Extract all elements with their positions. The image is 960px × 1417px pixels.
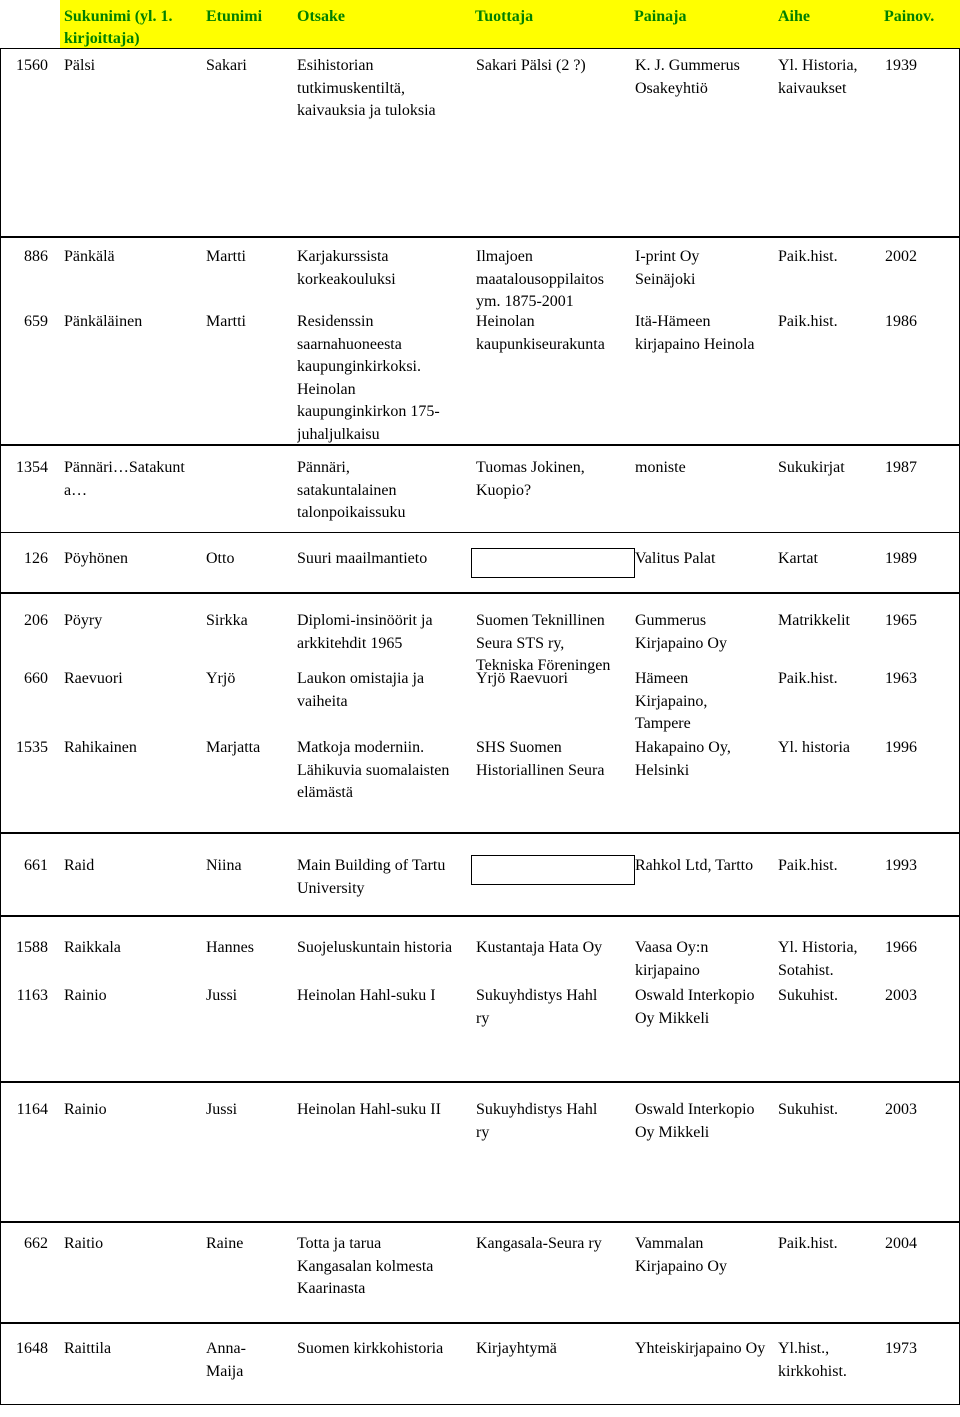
cell-title: Suomen kirkkohistoria bbox=[297, 1340, 444, 1357]
cell-producer: SHS Suomen Historiallinen Seura bbox=[476, 739, 605, 779]
cell-title: Pännäri, satakuntalainen talonpoikaissuku bbox=[297, 459, 406, 521]
cell-title: Totta ja tarua Kangasalan kolmesta Kaarinasta bbox=[297, 1235, 434, 1297]
cell-printer: Oswald Interkopio Oy Mikkeli bbox=[635, 987, 755, 1027]
cell-subject: Yl. Historia, kaivaukset bbox=[778, 57, 858, 97]
cell-year: 1966 bbox=[885, 939, 917, 956]
cell-printer: Oswald Interkopio Oy Mikkeli bbox=[635, 1101, 755, 1141]
cell-title: Suuri maailmantieto bbox=[297, 550, 428, 567]
empty-cell-marker bbox=[471, 548, 635, 578]
cell-printer: moniste bbox=[635, 459, 686, 476]
cell-producer: Tuomas Jokinen, Kuopio? bbox=[476, 459, 585, 499]
cell-subject: Sukuhist. bbox=[778, 1101, 839, 1118]
cell-firstname: Martti bbox=[206, 313, 246, 330]
cell-firstname: Otto bbox=[206, 550, 235, 567]
cell-producer: Sakari Pälsi (2 ?) bbox=[476, 57, 586, 74]
cell-surname: Pänkäläinen bbox=[64, 313, 143, 330]
cell-subject: Sukukirjat bbox=[778, 459, 845, 476]
cell-subject: Paik.hist. bbox=[778, 670, 838, 687]
cell-num: 661 bbox=[24, 857, 48, 874]
cell-printer: Hakapaino Oy, Helsinki bbox=[635, 739, 731, 779]
cell-num: 206 bbox=[24, 612, 48, 629]
cell-subject: Yl. Historia, Sotahist. bbox=[778, 939, 858, 979]
cell-subject: Kartat bbox=[778, 550, 818, 567]
cell-subject: Yl.hist., kirkkohist. bbox=[778, 1340, 847, 1380]
cell-title: Suojeluskuntain historia bbox=[297, 939, 453, 956]
cell-surname: Rahikainen bbox=[64, 739, 137, 756]
cell-printer: Yhteiskirjapaino Oy bbox=[635, 1340, 766, 1357]
cell-subject: Paik.hist. bbox=[778, 313, 838, 330]
cell-num: 662 bbox=[24, 1235, 48, 1252]
cell-surname: Pälsi bbox=[64, 57, 96, 74]
cell-producer: Ilmajoen maatalousoppilaitos ym. 1875-2001 bbox=[476, 248, 604, 310]
cell-subject: Yl. historia bbox=[778, 739, 850, 756]
cell-num: 1164 bbox=[16, 1101, 48, 1118]
col-header-title: Otsake bbox=[297, 8, 345, 25]
cell-title: Main Building of Tartu University bbox=[297, 857, 446, 897]
cell-firstname: Jussi bbox=[206, 987, 238, 1004]
cell-firstname: Marjatta bbox=[206, 739, 261, 756]
cell-subject: Paik.hist. bbox=[778, 248, 838, 265]
cell-num: 1588 bbox=[16, 939, 48, 956]
cell-num: 659 bbox=[24, 313, 48, 330]
cell-num: 886 bbox=[24, 248, 48, 265]
cell-year: 2003 bbox=[885, 1101, 917, 1118]
cell-subject: Paik.hist. bbox=[778, 857, 838, 874]
cell-num: 1354 bbox=[16, 459, 48, 476]
cell-year: 1963 bbox=[885, 670, 917, 687]
col-header-producer: Tuottaja bbox=[475, 8, 534, 25]
cell-surname: Raevuori bbox=[64, 670, 123, 687]
cell-year: 1996 bbox=[885, 739, 917, 756]
cell-year: 1987 bbox=[885, 459, 917, 476]
cell-year: 1986 bbox=[885, 313, 917, 330]
col-header-surname: Sukunimi (yl. 1. kirjoittaja) bbox=[64, 8, 173, 47]
cell-producer: Kustantaja Hata Oy bbox=[476, 939, 603, 956]
cell-title: Residenssin saarnahuoneesta kaupunginkirkoksi. Heinolan kaupunginkirkon 175- juhaljulkaisu bbox=[297, 313, 440, 443]
col-header-firstname: Etunimi bbox=[206, 8, 263, 25]
cell-surname: Pöyry bbox=[64, 612, 103, 629]
cell-surname: Raikkala bbox=[64, 939, 121, 956]
cell-printer: Itä-Hämeen kirjapaino Heinola bbox=[635, 313, 755, 353]
cell-printer: Vaasa Oy:n kirjapaino bbox=[635, 939, 709, 979]
cell-title: Esihistorian tutkimuskentiltä, kaivauksia ja tuloksia bbox=[297, 57, 436, 119]
cell-subject: Matrikkelit bbox=[778, 612, 850, 629]
cell-year: 1989 bbox=[885, 550, 917, 567]
cell-year: 1965 bbox=[885, 612, 917, 629]
cell-surname: Raitio bbox=[64, 1235, 104, 1252]
cell-producer: Kangasala-Seura ry bbox=[476, 1235, 602, 1252]
cell-num: 1163 bbox=[16, 987, 48, 1004]
cell-producer: Sukuyhdistys Hahl ry bbox=[476, 987, 598, 1027]
cell-producer: Yrjö Raevuori bbox=[476, 670, 568, 687]
col-header-printer: Painaja bbox=[634, 8, 687, 25]
cell-num: 1535 bbox=[16, 739, 48, 756]
cell-producer: Sukuyhdistys Hahl ry bbox=[476, 1101, 598, 1141]
cell-subject: Sukuhist. bbox=[778, 987, 839, 1004]
cell-firstname: Sirkka bbox=[206, 612, 248, 629]
cell-title: Matkoja moderniin. Lähikuvia suomalaisten elämästä bbox=[297, 739, 450, 801]
cell-printer: K. J. Gummerus Osakeyhtiö bbox=[635, 57, 740, 97]
col-header-year: Painov. bbox=[884, 8, 935, 25]
cell-subject: Paik.hist. bbox=[778, 1235, 838, 1252]
cell-title: Karjakurssista korkeakouluksi bbox=[297, 248, 396, 288]
cell-title: Laukon omistajia ja vaiheita bbox=[297, 670, 425, 710]
cell-firstname: Hannes bbox=[206, 939, 254, 956]
cell-firstname: Martti bbox=[206, 248, 246, 265]
cell-printer: Hämeen Kirjapaino, Tampere bbox=[635, 670, 708, 732]
cell-surname: Pänkälä bbox=[64, 248, 115, 265]
cell-title: Diplomi-insinöörit ja arkkitehdit 1965 bbox=[297, 612, 433, 652]
cell-surname: Pännäri…Satakunt a… bbox=[64, 459, 185, 499]
cell-year: 2003 bbox=[885, 987, 917, 1004]
cell-producer: Kirjayhtymä bbox=[476, 1340, 557, 1357]
cell-surname: Raittila bbox=[64, 1340, 112, 1357]
cell-printer: Rahkol Ltd, Tartto bbox=[635, 857, 754, 874]
cell-num: 126 bbox=[24, 550, 48, 567]
header-row bbox=[60, 0, 960, 48]
cell-firstname: Raine bbox=[206, 1235, 244, 1252]
cell-firstname: Niina bbox=[206, 857, 242, 874]
cell-firstname: Anna- Maija bbox=[206, 1340, 246, 1380]
cell-title: Heinolan Hahl-suku I bbox=[297, 987, 436, 1004]
cell-surname: Raid bbox=[64, 857, 95, 874]
cell-year: 1993 bbox=[885, 857, 917, 874]
cell-num: 660 bbox=[24, 670, 48, 687]
empty-cell-marker bbox=[471, 855, 635, 885]
col-header-subject: Aihe bbox=[778, 8, 810, 25]
cell-firstname: Sakari bbox=[206, 57, 247, 74]
cell-year: 1973 bbox=[885, 1340, 917, 1357]
cell-surname: Rainio bbox=[64, 987, 107, 1004]
cell-producer: Heinolan kaupunkiseurakunta bbox=[476, 313, 605, 353]
cell-printer: Vammalan Kirjapaino Oy bbox=[635, 1235, 727, 1275]
cell-year: 2004 bbox=[885, 1235, 917, 1252]
cell-num: 1560 bbox=[16, 57, 48, 74]
cell-printer: Valitus Palat bbox=[635, 550, 716, 567]
cell-surname: Rainio bbox=[64, 1101, 107, 1118]
cell-printer: I-print Oy Seinäjoki bbox=[635, 248, 700, 288]
cell-surname: Pöyhönen bbox=[64, 550, 128, 567]
cell-year: 1939 bbox=[885, 57, 917, 74]
cell-firstname: Yrjö bbox=[206, 670, 236, 687]
cell-printer: Gummerus Kirjapaino Oy bbox=[635, 612, 727, 652]
cell-year: 2002 bbox=[885, 248, 917, 265]
cell-producer: Suomen Teknillinen Seura STS ry, Tekniska Föreningen bbox=[476, 612, 611, 674]
cell-num: 1648 bbox=[16, 1340, 48, 1357]
cell-title: Heinolan Hahl-suku II bbox=[297, 1101, 441, 1118]
cell-firstname: Jussi bbox=[206, 1101, 238, 1118]
